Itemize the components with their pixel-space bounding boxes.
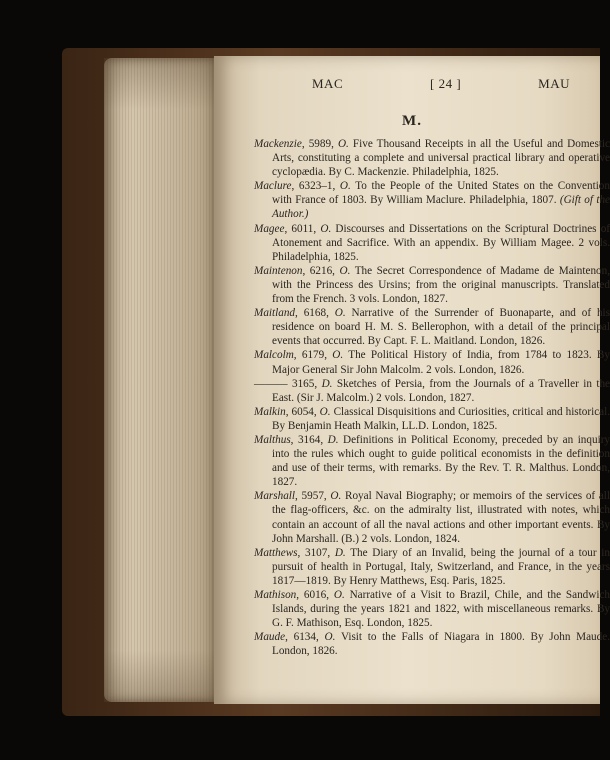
entry-text: Classical Disquisitions and Curiosities, critical and historical. By Benjamin Heath Malkin, LL.D. London, 1825. xyxy=(272,405,610,432)
entry-number: 6168 xyxy=(303,307,327,320)
entry-author: Magee xyxy=(254,222,285,235)
section-letter: M. xyxy=(402,113,422,129)
catalogue-entry: Maclure, 6323–1, O. To the People of the United States on the Convention with France of 1803. By William Maclure. Philadelphia, 1807. (Gift of the Author.) xyxy=(254,180,610,221)
entry-author: Malkin xyxy=(254,405,286,418)
entry-number: 6054 xyxy=(291,405,314,418)
catalogue-entry: Matthews, 3107, D. The Diary of an Invalid, being the journal of a tour in pursuit of health in Portugal, Italy, Switzerland, and France, in the years 1817—1819. By Henry Matthews, Esq. Paris, 1825. xyxy=(254,546,610,587)
catalogue-entry: Maitland, 6168, O. Narrative of the Surrender of Buonaparte, and of his residence on board H. M. S. Bellerophon, with a detail of the principal events that occurred. By Capt. F. L. Maitland. London, 1826. xyxy=(254,307,610,348)
book-page xyxy=(214,56,610,704)
entry-author: Mathison xyxy=(254,589,297,601)
running-head-left: MAC xyxy=(312,76,344,91)
entry-number: 6134 xyxy=(293,631,316,644)
entry-text: Narrative of a Visit to Brazil, Chile, and the Sandwich Islands, during the years 1821 and 1822, with miscellaneous remarks. By G. F. Mathison, Esq. London, 1825. xyxy=(272,589,610,630)
entry-format: O. xyxy=(339,180,351,193)
entry-number: 6011 xyxy=(291,222,314,235)
page-edges xyxy=(104,58,216,702)
entry-format: O. xyxy=(334,307,346,320)
entry-number: 6179 xyxy=(301,349,325,362)
entry-text: Visit to the Falls of Niagara in 1800. By John Maude. London, 1826. xyxy=(272,631,610,658)
entry-format: O. xyxy=(332,349,344,362)
entry-number: 3107 xyxy=(304,546,328,559)
entry-format: O. xyxy=(319,405,331,418)
entry-text: Definitions in Political Economy, preceded by an inquiry into the rules which ought to guide political economists in the definition and use of their terms, with remarks. By the Rev. T. R. Malthus. London, 1827. xyxy=(272,433,610,489)
page-number: [ 24 ] xyxy=(430,76,462,91)
entry-number: 5957 xyxy=(301,490,324,503)
running-head-right: MAU xyxy=(538,76,570,91)
catalogue-entry: ——— 3165, D. Sketches of Persia, from the Journals of a Traveller in the East. (Sir J. Malcolm.) 2 vols. London, 1827. xyxy=(254,377,610,404)
entry-text: To the People of the United States on the Convention with France of 1803. By William Maclure. Philadelphia, 1807. xyxy=(272,180,610,207)
entry-format: O. xyxy=(330,490,342,503)
entry-author: Maude xyxy=(254,631,286,644)
entry-author: Malthus xyxy=(254,433,291,446)
catalogue-entry: Maintenon, 6216, O. The Secret Correspondence of Madame de Maintenon, with the Princess des Ursins; from the original manuscripts. Translated from the French. 3 vols. London, 1827. xyxy=(254,264,610,306)
entry-text: Narrative of the Surrender of Buonaparte, and of his residence on board H. M. S. Bellerophon, with a detail of the principal events that occurred. By Capt. F. L. Maitland. London, 1826. xyxy=(272,307,610,348)
entry-text: The Political History of India, from 1784 to 1823. By Major General Sir John Malcolm. 2 vols. London, 1826. xyxy=(272,349,610,376)
catalogue-entry: Mackenzie, 5989, O. Five Thousand Receipts in all the Useful and Domestic Arts, constituting a complete and universal practical library and operative cyclopædia. By C. Mackenzie. Philadelphia, 1825. xyxy=(254,138,610,179)
entry-number: 6216 xyxy=(309,264,333,277)
entry-format: O. xyxy=(337,138,349,150)
entry-text: The Secret Correspondence of Madame de Maintenon, with the Princess des Ursins; from the original manuscripts. Translated from the French. 3 vols. London, 1827. xyxy=(272,264,610,306)
entry-text: Five Thousand Receipts in all the Useful and Domestic Arts, constituting a complete and universal practical library and operative cyclopædia. By C. Mackenzie. Philadelphia, 1825. xyxy=(272,138,610,179)
entry-format: O. xyxy=(333,589,345,601)
entry-format: D. xyxy=(321,377,333,390)
catalogue-entry: Marshall, 5957, O. Royal Naval Biography; or memoirs of the services of all the flag-officers, &c. on the admiralty list, illustrated with notes, which contain an account of all the naval actions and other important events. By John Marshall. (B.) 2 vols. London, 1824. xyxy=(254,490,610,545)
entry-format: O. xyxy=(339,264,351,277)
entry-author: Maclure xyxy=(254,180,292,193)
catalogue-entry: Magee, 6011, O. Discourses and Dissertations on the Scriptural Doctrines of Atonement and Sacrifice. With an appendix. By William Magee. 2 vols. Philadelphia, 1825. xyxy=(254,222,610,263)
entry-author: Maintenon xyxy=(254,264,303,277)
entry-author: Marshall xyxy=(254,490,296,503)
entry-author: Malcolm xyxy=(254,349,294,362)
entry-text: Royal Naval Biography; or memoirs of the services of all the flag-officers, &c. on the admiralty list, illustrated with notes, which contain an account of all the naval actions and other important events. By John Marshall. (B.) 2 vols. London, 1824. xyxy=(272,490,610,545)
entry-number: 6016 xyxy=(303,589,327,601)
entry-text: The Diary of an Invalid, being the journal of a tour in pursuit of health in Portugal, Italy, Switzerland, and France, in the years 1817—1819. By Henry Matthews, Esq. Paris, 1825. xyxy=(272,546,610,587)
entry-number: 3165 xyxy=(291,377,315,390)
entry-author: Maitland xyxy=(254,307,296,320)
entry-number: 5989 xyxy=(308,138,332,150)
entry-author: Mackenzie xyxy=(254,138,302,150)
catalogue-entry: Malcolm, 6179, O. The Political History of India, from 1784 to 1823. By Major General Sir John Malcolm. 2 vols. London, 1826. xyxy=(254,349,610,376)
entry-ditto-dash: ——— xyxy=(254,377,288,390)
entry-text: Discourses and Dissertations on the Scriptural Doctrines of Atonement and Sacrifice. With an appendix. By William Magee. 2 vols. Philadelphia, 1825. xyxy=(272,222,610,263)
catalogue-entries xyxy=(254,137,610,658)
catalogue-entry: Malthus, 3164, D. Definitions in Political Economy, preceded by an inquiry into the rules which ought to guide political economists in the definition and use of their terms, with remarks. By the Rev. T. R. Malthus. London, 1827. xyxy=(254,433,610,489)
entry-format: O. xyxy=(324,631,336,644)
entry-number: 6323–1 xyxy=(298,180,333,193)
entry-number: 3164 xyxy=(297,433,321,446)
entry-format: D. xyxy=(334,546,346,559)
entry-author: Matthews xyxy=(254,546,298,559)
entry-format: D. xyxy=(327,433,339,446)
catalogue-entry: Malkin, 6054, O. Classical Disquisitions and Curiosities, critical and historical. By Benjamin Heath Malkin, LL.D. London, 1825. xyxy=(254,405,610,432)
catalogue-entry: Mathison, 6016, O. Narrative of a Visit to Brazil, Chile, and the Sandwich Islands, during the years 1821 and 1822, with miscellaneous remarks. By G. F. Mathison, Esq. London, 1825. xyxy=(254,589,610,630)
entry-note: (Gift of the Author.) xyxy=(272,194,610,221)
entry-text: Sketches of Persia, from the Journals of a Traveller in the East. (Sir J. Malcolm.) 2 vols. London, 1827. xyxy=(272,377,610,404)
catalogue-entry: Maude, 6134, O. Visit to the Falls of Niagara in 1800. By John Maude. London, 1826. xyxy=(254,631,610,658)
entry-format: O. xyxy=(320,222,332,235)
